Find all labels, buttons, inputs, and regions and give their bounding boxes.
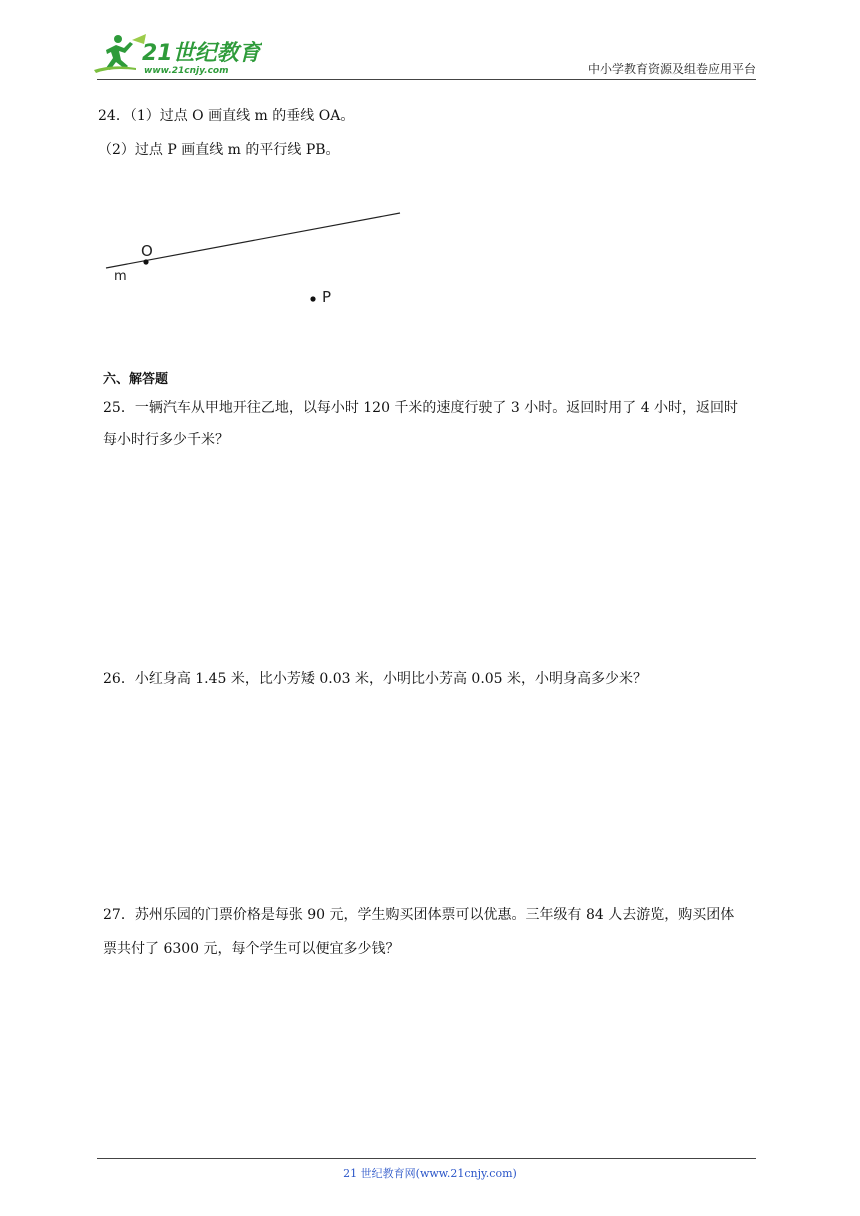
section-title: 六、解答题 <box>103 372 169 387</box>
question-25-line-2: 每小时行多少千米？ <box>103 432 229 448</box>
question-25-line-1: 25．一辆汽车从甲地开往乙地，以每小时 120 千米的速度行驶了 3 小时。返回时用了 4 小时，返回时 <box>103 400 739 416</box>
geometry-figure <box>100 200 420 315</box>
label-p: P <box>322 288 332 306</box>
question-24-part-2: （2）过点 P 画直线 m 的平行线 PB。 <box>98 142 340 158</box>
page-header <box>92 30 756 80</box>
question-27-line-2: 票共付了 6300 元，每个学生可以便宜多少钱？ <box>103 941 400 957</box>
question-27-line-1: 27．苏州乐园的门票价格是每张 90 元，学生购买团体票可以优惠。三年级有 84 人去游览，购买团体 <box>103 907 735 923</box>
logo-title: 21世纪教育 <box>142 41 261 66</box>
runner-logo-icon <box>94 34 146 73</box>
footer-link[interactable]: 21 世纪教育网(www.21cnjy.com) <box>343 1167 517 1180</box>
label-m: m <box>114 269 127 284</box>
footer-divider <box>97 1158 756 1159</box>
point-p <box>310 296 315 301</box>
logo-url: www.21cnjy.com <box>144 66 229 76</box>
question-26: 26．小红身高 1.45 米，比小芳矮 0.03 米，小明比小芳高 0.05 米，小明身高多少米？ <box>103 671 648 687</box>
header-platform-text: 中小学教育资源及组卷应用平台 <box>587 62 756 76</box>
logo <box>92 30 262 78</box>
header-divider <box>97 79 756 80</box>
point-o <box>143 259 148 264</box>
label-o: O <box>141 242 153 260</box>
question-24-part-1: 24．（1）过点 O 画直线 m 的垂线 OA。 <box>98 108 355 124</box>
